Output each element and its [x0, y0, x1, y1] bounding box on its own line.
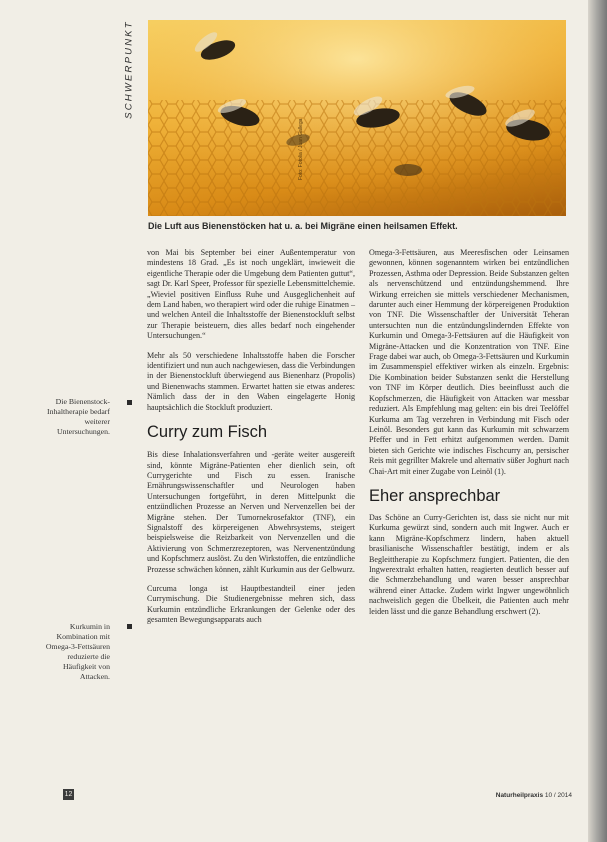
subheading: Eher ansprechbar	[369, 486, 501, 505]
publication-name: Naturheilpraxis	[495, 792, 544, 799]
page-number: 12	[64, 791, 73, 798]
margin-marker-icon	[127, 624, 132, 629]
issue-number: 10 / 2014	[544, 792, 572, 799]
photo-caption: Die Luft aus Bienenstöcken hat u. a. bei Migräne einen heilsamen Effekt.	[148, 221, 458, 231]
honeycomb-bees-image	[148, 20, 566, 216]
section-label: SCHWERPUNKT	[123, 20, 135, 119]
margin-note: Kurkumin in Kombination mit Omega-3-Fettsäuren reduzierte die Häufigkeit von Attacken.	[45, 622, 110, 681]
paragraph: Das Schöne an Curry-Gerichten ist, dass sie nicht nur mit Kurkuma gewürzt sind, sondern auch mit Ingwer. Auch er kann Migräne-Kopfschmerz lindern, haben aktuell brasilianische Wissenschaftler bestätigt, indem er als Begleittherapie zu Kopfschmerz fungiert. Patienten, die den Ingwerextrakt erhalten hatten, reagierten deutlich besser auf die Schmerzbehandlung und waren besser ansprechbar während einer Attacke. Zudem wirkt Ingwer ungewöhnlich nachweislich gegen die Übelkeit, die Patienten auch mehr leiden lässt und die ganze Behandlung erschwert (2).	[369, 512, 569, 616]
bee-photo	[148, 20, 566, 216]
paragraph: Curcuma longa ist Hauptbestandteil einer jeden Currymischung. Die Studienergebnisse mehren sich, dass Kurkumin entzündliche Erkrankungen der Gelenke oder des gesamten Bewegungsapparats auch	[147, 583, 355, 625]
paragraph: Omega-3-Fettsäuren, aus Meeresfischen oder Leinsamen gewonnen, können sogenanntem wirken bei entzündlichen Prozessen, Asthma oder Depression. Beide Substanzen gelten als nervenschützend und entzündungshemmend. Ihre Wirkung erreichen sie mittels verschiedener Mechanismen, darunter auch einer Hemmung der körpereigenen Produktion von TNF. Die Wissenschaftler der Universität Teheran untersuchten nun die entzündungslindernden Effekte von Kurkumin und Omega-3-Fettsäuren auf die Häufigkeit von Migräne-Attacken und die Konzentration von TNF. Eine Frage dabei war auch, ob Omega-3-Fettsäuren und Kurkumin im Zusammenspiel effektiver wirken als einzeln. Ergebnis: Die Kombination beider Substanzen senkt die Herstellung von TNF im Körper deutlich. Dies beeinflusst auch die Kopfschmerzen, die Häufigkeit von Attacken war messbar reduziert. Als Empfehlung mag gelten: ein bis drei Teelöffel Kurkuma am Tag verzehren in Verbindung mit Fisch oder Leinöl. Besonders gut kann das Kurkumin mit schwarzem Pfeffer und in Fett erhitzt aufgenommen werden. Damit bieten sich Gerichte wie indisches Fischcurry an, persischer Reis mit gegrillter Makrele und alternativ süßer Joghurt nach Chai-Art mit einer Zugabe von Leinöl (1).	[369, 248, 569, 476]
margin-note: Die Bienenstock-Inhaltherapie bedarf weiterer Untersuchungen.	[47, 397, 110, 436]
paragraph: Bis diese Inhalationsverfahren und -geräte weiter ausgereift sind, könnte Migräne-Patienten eher dienlich sein, oft Currygerichte und Fisch zu essen. Iranische Ernährungswissenschaftler und Neurologen haben Untersuchungen fortgeführt, in deren Mittelpunkt die entzündlichen Prozesse an Nerven und Nervenzellen bei der Migräne stehen. Der Tumornekrosefaktor (TNF), ein Signalstoff des körpereigenen Abwehrsystems, steigert beispielsweise die Reizbarkeit von Nervenzellen und die Aktivierung von Schmerzrezeptoren, was Nervenentzündung und Kopfschmerz auslöst. Zu den Wirkstoffen, die entzündliche Prozesse schwächen können, zählt Kurkumin aus der Gelbwurz.	[147, 450, 355, 574]
paragraph: Mehr als 50 verschiedene Inhaltsstoffe haben die Forscher identifiziert und nun auch nachgewiesen, dass die Verbindungen in der Bienenstockluft überwiegend aus Bienenharz (Propolis) und Bienenwachs stammen. Erwartet hatten sie etwas anderes: Nämlich dass der in den Waben eingelagerte Honig hauptsächlich die Stockluft produziert.	[147, 350, 355, 412]
paragraph: von Mai bis September bei einer Außentemperatur von mindestens 18 Grad. „Es ist noch ungeklärt, inwieweit die eigentliche Therapie oder die Umgebung dem Patienten guttut“, sagt Dr. Karl Speer, Professor für spezielle Lebensmittelchemie. „Wieviel positiven Einfluss Ruhe und Ausgeglichenheit auf dem Land haben, wo therapiert wird oder die ruhige Einatmen – und welchen Anteil die Inhaltsstoffe der Bienenstockluft selbst zur Therapie beisteuern, dies alles bedarf noch eingehender Untersuchungen.“	[147, 248, 355, 341]
margin-marker-icon	[127, 400, 132, 405]
article-column-left	[147, 248, 355, 635]
page-edge	[588, 0, 607, 842]
subheading: Curry zum Fisch	[147, 423, 268, 442]
bee-6	[394, 164, 422, 176]
footer-publication	[476, 792, 572, 799]
article-column-right	[369, 248, 569, 626]
photo-credit: Foto: Fotolia / Juan Gallega	[298, 118, 304, 180]
